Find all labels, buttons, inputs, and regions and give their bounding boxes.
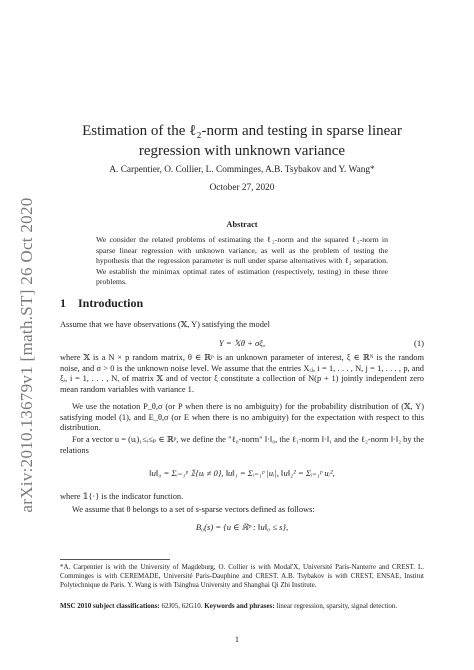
paragraph-sparsity: We assume that θ belongs to a set of s-sparse vectors defined as follows: bbox=[72, 505, 315, 514]
equation-norms bbox=[60, 468, 424, 479]
paragraph-model-assumptions: where 𝕏 is a N × p random matrix, θ ∈ ℝᵖ is an unknown parameter of interest, ξ ∈ ℝᴺ is the random noise, and σ > 0 is the unknown noise level. We assume that the entries Xᵢⱼ, i = 1, . . . , N, j = 1, . . . , p, and ξᵢ, i = 1, . . . , N, of matrix 𝕏 and of vector ξ constitute a collection of N(p + 1) jointly independent zero mean random variables with variance 1. bbox=[60, 353, 424, 395]
equation-1-number: (1) bbox=[413, 338, 424, 348]
paragraph-notation: We use the notation P_θ,σ (or P when there is no ambiguity) for the probability distribution of (𝕏, Y) satisfying model (1), and E_θ,σ (or E when there is no ambiguity) for the expectation with respect to this distribution. bbox=[60, 402, 424, 433]
page-number: 1 bbox=[234, 635, 240, 644]
footnote-keywords bbox=[60, 602, 424, 611]
footnote-affiliations: *A. Carpentier is with the University of Magdeburg, O. Collier is with Modal'X, Université Paris-Nanterre and CREST. L. Comminges is with CEREMADE, Université Paris-Dauphine and CREST. A.B. Tsybakov is with CREST, ENSAE, Institut Polytechnique de Paris. Y. Wang is with Tsinghua University and Shanghai Qi Zhi Institute. bbox=[60, 563, 424, 590]
arxiv-stamp: arXiv:2010.13679v1 [math.ST] 26 Oct 2020 bbox=[17, 197, 36, 513]
footnote-rule bbox=[60, 559, 170, 560]
equation-sparse-set bbox=[60, 522, 424, 533]
section-title: Introduction bbox=[78, 296, 144, 310]
paragraph-model-intro: Assume that we have observations (𝕏, Y) satisfying the model bbox=[60, 320, 270, 329]
equation-1 bbox=[60, 338, 424, 349]
msc-label: MSC 2010 subject classifications: bbox=[60, 602, 160, 610]
authors: A. Carpentier, O. Collier, L. Comminges, A.B. Tsybakov and Y. Wang* bbox=[109, 165, 375, 175]
keywords-value: linear regression, sparsity, signal detection. bbox=[276, 602, 398, 610]
date: October 27, 2020 bbox=[209, 183, 275, 193]
msc-value: 62J05, 62G10. bbox=[161, 602, 203, 610]
paragraph-norms: For a vector u = (uᵢ)₁≤ᵢ≤ₚ ∈ ℝᵖ, we define the "ℓ₀-norm" ‖·‖₀, the ℓ₁-norm ‖·‖₁ and the ℓ₂-norm ‖·‖₂ by the relations bbox=[60, 435, 424, 455]
keywords-label: Keywords and phrases: bbox=[204, 602, 275, 610]
paragraph-indicator: where 𝟙{·} is the indicator function. bbox=[60, 492, 184, 501]
section-number: 1 bbox=[60, 296, 66, 310]
abstract-heading: Abstract bbox=[226, 220, 258, 229]
equation-sparse-set-body: B₀(s) = {u ∈ ℝᵖ : ‖u‖₀ ≤ s}, bbox=[195, 522, 289, 532]
equation-norms-body: ‖u‖₀ = Σᵢ₌₁ᵖ 𝟙{uᵢ ≠ 0}, ‖u‖₁ = Σᵢ₌₁ᵖ |uᵢ|, ‖u‖₂² = Σᵢ₌₁ᵖ uᵢ², bbox=[149, 468, 335, 478]
equation-1-body: Y = 𝕏θ + σξ, bbox=[218, 338, 266, 348]
section-heading bbox=[60, 296, 143, 311]
paper-title: Estimation of the ℓ₂-norm and testing in sparse linear regression with unknown variance bbox=[82, 123, 402, 159]
abstract-text: We consider the related problems of estimating the ℓ₂-norm and the squared ℓ₂-norm in sparse linear regression with unknown variance, as well as the problem of testing the hypothesis that the regression parameter is null under sparse alternatives with ℓ₂ separation. We establish the minimax optimal rates of estimation (respectively, testing) in these three problems. bbox=[96, 235, 388, 287]
